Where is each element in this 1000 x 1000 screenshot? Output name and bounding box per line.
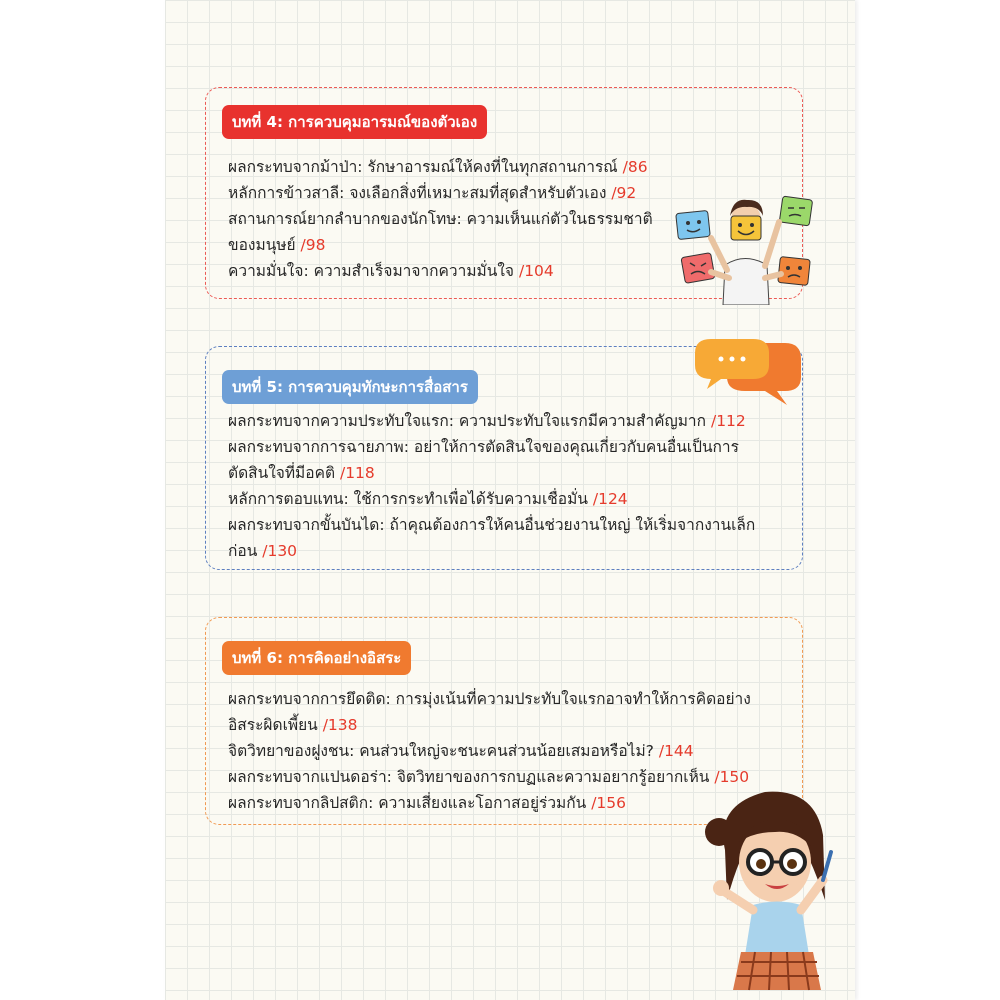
- speech-bubbles-icon: [693, 335, 805, 410]
- entry-page-number: /156: [591, 794, 627, 812]
- entry-text: ผลกระทบจากขั้นบันได: ถ้าคุณต้องการให้คนอื่นช่วยงานใหญ่ ให้เริ่มจากงานเล็กก่อน: [228, 516, 756, 560]
- entry-text: จิตวิทยาของฝูงชน: คนส่วนใหญ่จะชนะคนส่วนน้อยเสมอหรือไม่?: [228, 742, 654, 760]
- entry-page-number: /104: [518, 262, 554, 280]
- toc-entry: [228, 180, 648, 206]
- toc-entry: [228, 206, 668, 258]
- entry-page-number: /98: [300, 236, 326, 254]
- entry-page-number: /92: [611, 184, 637, 202]
- entry-text: หลักการตอบแทน: ใช้การกระทำเพื่อได้รับความเชื่อมั่น: [228, 490, 588, 508]
- entry-page-number: /144: [658, 742, 694, 760]
- toc-entry: [228, 408, 768, 434]
- toc-entry: [228, 258, 648, 284]
- chapter-6-entries: [228, 686, 780, 816]
- entry-page-number: /138: [322, 716, 358, 734]
- toc-entry: [228, 764, 788, 790]
- entry-text: ผลกระทบจากความประทับใจแรก: ความประทับใจแรกมีความสำคัญมาก: [228, 412, 707, 430]
- toc-entry: [228, 434, 763, 486]
- toc-entry: [228, 790, 788, 816]
- entry-page-number: /118: [339, 464, 375, 482]
- entry-text: ผลกระทบจากการฉายภาพ: อย่าให้การตัดสินใจของคุณเกี่ยวกับคนอื่นเป็นการตัดสินใจที่มีอคติ: [228, 438, 739, 482]
- man-with-emoji-signs-illustration: [675, 190, 815, 305]
- entry-text: ผลกระทบจากลิปสติก: ความเสี่ยงและโอกาสอยู่ร่วมกัน: [228, 794, 587, 812]
- entry-page-number: /86: [622, 158, 648, 176]
- chapter-5-title: บทที่ 5: การควบคุมทักษะการสื่อสาร: [222, 370, 478, 404]
- entry-page-number: /150: [714, 768, 750, 786]
- entry-text: ผลกระทบจากแปนดอร่า: จิตวิทยาของการกบฏและความอยากรู้อยากเห็น: [228, 768, 710, 786]
- toc-entry: [228, 486, 768, 512]
- entry-text: ความมั่นใจ: ความสำเร็จมาจากความมั่นใจ: [228, 262, 515, 280]
- entry-page-number: /130: [262, 542, 298, 560]
- entry-text: สถานการณ์ยากลำบากของนักโทษ: ความเห็นแก่ตัวในธรรมชาติของมนุษย์: [228, 210, 653, 254]
- entry-page-number: /124: [592, 490, 628, 508]
- entry-text: ผลกระทบจากม้าป่า: รักษาอารมณ์ให้คงที่ในทุกสถานการณ์: [228, 158, 618, 176]
- chapter-6-title: บทที่ 6: การคิดอย่างอิสระ: [222, 641, 411, 675]
- toc-entry: [228, 512, 763, 564]
- toc-entry: [228, 686, 773, 738]
- toc-entry: [228, 738, 788, 764]
- entry-page-number: /112: [710, 412, 746, 430]
- entry-text: ผลกระทบจากการยึดติด: การมุ่งเน้นที่ความประทับใจแรกอาจทำให้การคิดอย่างอิสระผิดเพี้ยน: [228, 690, 751, 734]
- book-page: [165, 0, 855, 1000]
- chapter-5-entries: [228, 408, 780, 564]
- toc-entry: [228, 154, 648, 180]
- chapter-4-title: บทที่ 4: การควบคุมอารมณ์ของตัวเอง: [222, 105, 487, 139]
- entry-text: หลักการข้าวสาลี: จงเลือกสิ่งที่เหมาะสมที่สุดสำหรับตัวเอง: [228, 184, 607, 202]
- girl-with-glasses-illustration: [705, 780, 845, 1000]
